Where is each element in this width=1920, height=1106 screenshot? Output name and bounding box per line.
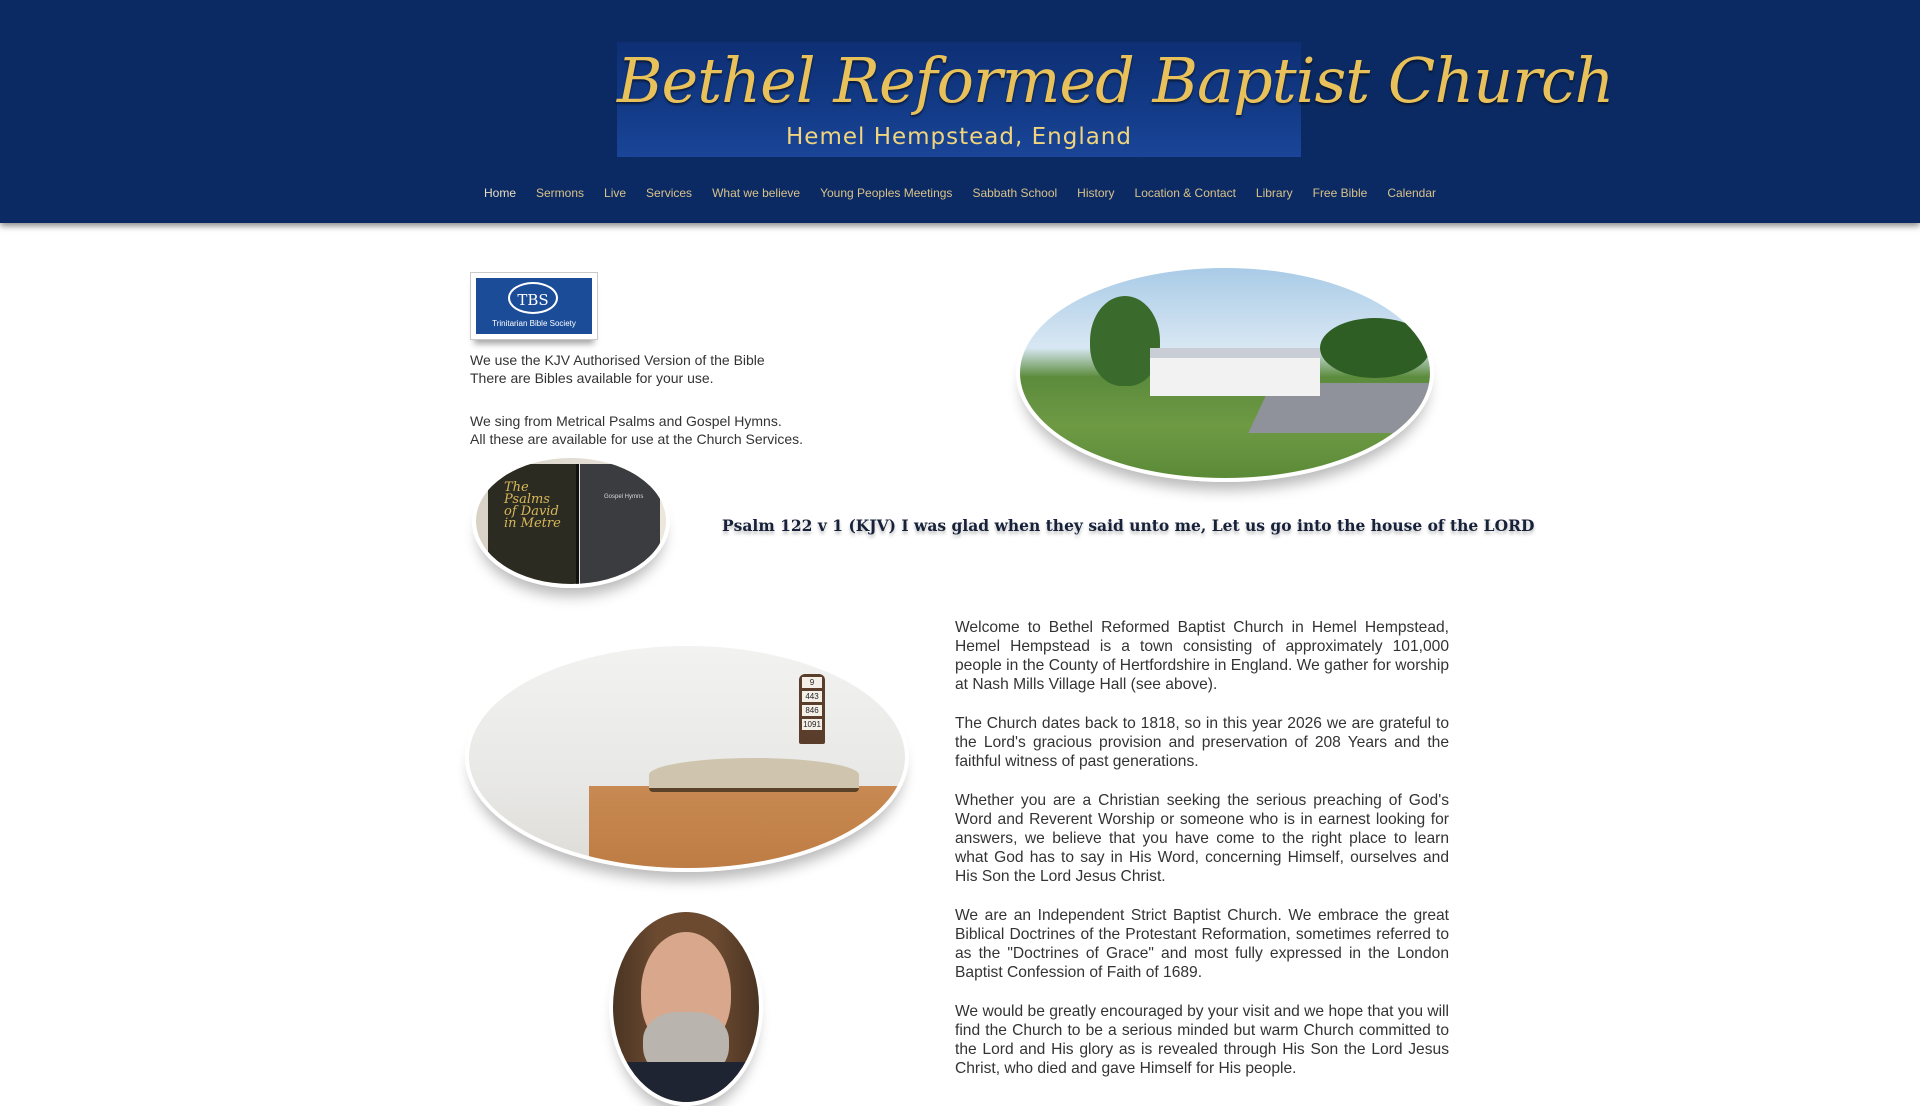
bible-info-line2: There are Bibles available for your use. xyxy=(470,370,714,386)
village-hall-photo xyxy=(1016,264,1434,482)
nav-services[interactable]: Services xyxy=(646,186,693,200)
tbs-abbrev: TBS xyxy=(508,282,558,314)
invitation-paragraph: We would be greatly encouraged by your visit and we hope that you will find the Church to be a serious minded but warm Church committed to the Lord and His glory as is revealed through His Son the Lord Jesus Christ, who died and gave Himself for His people. xyxy=(955,1003,1449,1077)
bible-info-line1: We use the KJV Authorised Version of the Bible xyxy=(470,352,765,368)
nav-calendar[interactable]: Calendar xyxy=(1387,186,1437,200)
hymn-number-board xyxy=(799,674,825,744)
site-header xyxy=(0,0,1920,223)
psalm-verse: Psalm 122 v 1 (KJV) I was glad when they said unto me, Let us go into the house of the LORD xyxy=(722,516,1535,535)
psalms-book-title: The Psalms of David in Metre xyxy=(504,480,561,531)
gospel-hymns-title: Gospel Hymns xyxy=(604,494,644,500)
history-paragraph: The Church dates back to 1818, so in this year 2026 we are grateful to the Lord's gracious provision and preservation of 208 Years and the faithful witness of past generations. xyxy=(955,715,1449,770)
psalms-book xyxy=(488,464,579,586)
nav-location-contact[interactable]: Location & Contact xyxy=(1134,186,1236,200)
nav-free-bible[interactable]: Free Bible xyxy=(1312,186,1368,200)
church-location: Hemel Hempstead, England xyxy=(786,124,1132,150)
church-title: Bethel Reformed Baptist Church xyxy=(617,44,1614,117)
hall-building xyxy=(1150,358,1320,396)
welcome-paragraph: Welcome to Bethel Reformed Baptist Church in Hemel Hempstead, Hemel Hempstead is a town consisting of approximately 101,000 people in the County of Hertfordshire in England. We gather for worship at Nash Mills Village Hall (see above). xyxy=(955,619,1449,693)
nav-history[interactable]: History xyxy=(1077,186,1115,200)
nav-sabbath-school[interactable]: Sabbath School xyxy=(972,186,1058,200)
welcome-text xyxy=(955,618,1449,1098)
bible-info xyxy=(470,351,765,387)
tbs-caption: Trinitarian Bible Society xyxy=(492,319,576,328)
hymn-info-line2: All these are available for use at the Church Services. xyxy=(470,431,804,447)
hymn-number: 9 xyxy=(802,677,822,688)
treeline xyxy=(1320,318,1430,378)
open-bible xyxy=(649,758,859,792)
doctrine-paragraph: We are an Independent Strict Baptist Church. We embrace the great Biblical Doctrines of the Protestant Reformation, sometimes referred to as the "Doctrines of Grace" and most fully expressed in the London Baptist Confession of Faith of 1689. xyxy=(955,907,1449,981)
nav-library[interactable]: Library xyxy=(1255,186,1293,200)
tbs-logo-panel xyxy=(476,278,592,334)
hymn-number: 1091 xyxy=(803,720,821,729)
hymn-number: 846 xyxy=(802,705,822,716)
pastor-photo xyxy=(609,908,763,1106)
main-nav xyxy=(0,186,1920,200)
nav-young-peoples-meetings[interactable]: Young Peoples Meetings xyxy=(820,186,953,200)
pulpit xyxy=(589,786,909,872)
pulpit-photo xyxy=(465,642,909,872)
nav-home[interactable]: Home xyxy=(483,186,516,200)
hymn-number: 443 xyxy=(802,691,822,702)
hymn-info xyxy=(470,412,803,448)
nav-sermons[interactable]: Sermons xyxy=(536,186,585,200)
seeker-paragraph: Whether you are a Christian seeking the serious preaching of God's Word and Reverent Worship or someone who is in earnest looking for answers, we believe that you have come to the right place to learn what God has to say in His Word, concerning Himself, ourselves and His Son the Lord Jesus Christ. xyxy=(955,792,1449,885)
nav-live[interactable]: Live xyxy=(604,186,627,200)
gospel-hymns-book xyxy=(580,464,660,586)
pastor-suit xyxy=(613,1062,759,1106)
nav-what-we-believe[interactable]: What we believe xyxy=(712,186,801,200)
church-banner[interactable] xyxy=(617,42,1614,157)
tbs-logo[interactable] xyxy=(470,272,598,340)
hymn-books-photo xyxy=(472,454,670,588)
hymn-info-line1: We sing from Metrical Psalms and Gospel Hymns. xyxy=(470,413,782,429)
